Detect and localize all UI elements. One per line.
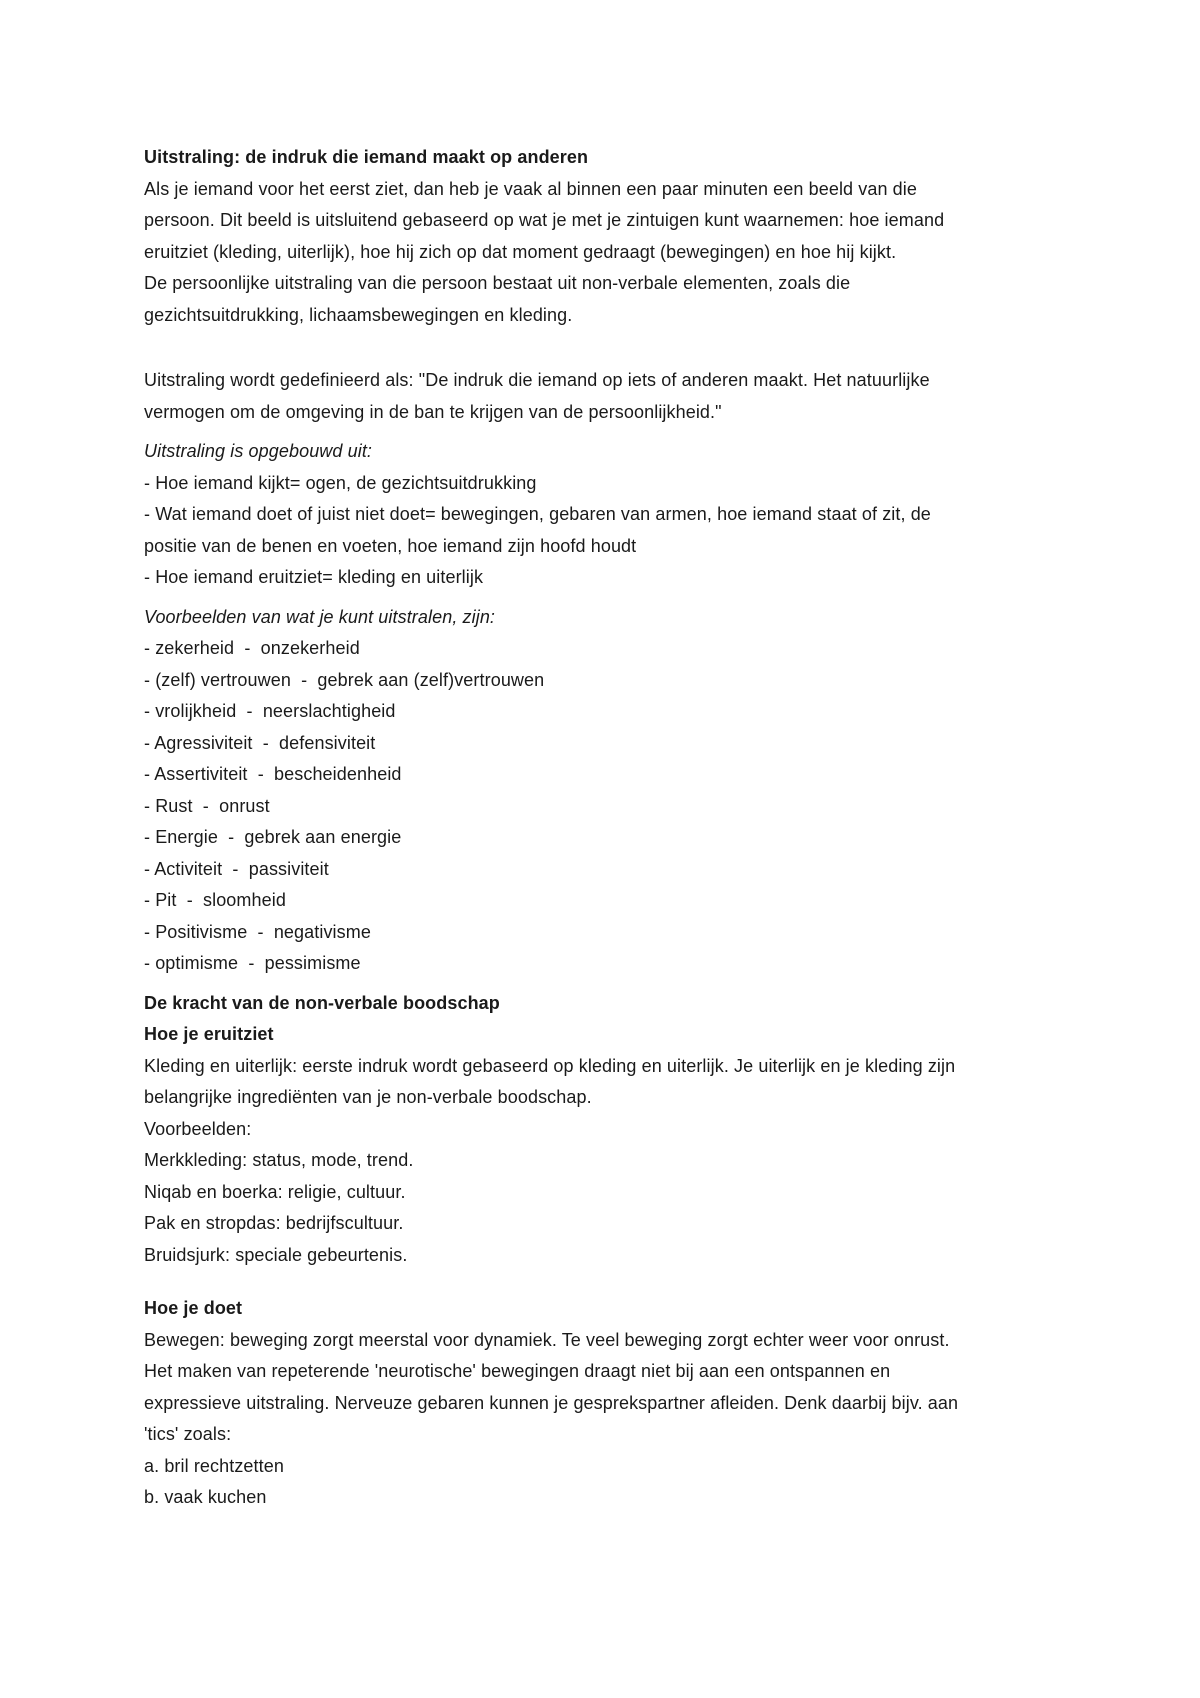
paragraph-line: De persoonlijke uitstraling van die persoon bestaat uit non-verbale elementen, zoals die (144, 273, 851, 293)
list-item: - Energie - gebrek aan energie (144, 827, 402, 847)
paragraph-line: Voorbeelden: (144, 1118, 252, 1139)
paragraph-line: a. bril rechtzetten (144, 1455, 284, 1476)
subheading-doet: Hoe je doet (144, 1298, 243, 1318)
list-item: - zekerheid - onzekerheid (144, 638, 360, 658)
list-item: - Agressiviteit - defensiviteit (144, 732, 376, 753)
spacer (144, 428, 1084, 436)
paragraph-line: Bruidsjurk: speciale gebeurtenis. (144, 1244, 408, 1265)
document-page (144, 142, 1084, 1514)
paragraph-line: Als je iemand voor het eerst ziet, dan heb je vaak al binnen een paar minuten een beeld van die (144, 178, 918, 199)
paragraph-line: persoon. Dit beeld is uitsluitend gebaseerd op wat je met je zintuigen kunt waarnemen: hoe iemand (144, 210, 945, 230)
paragraph-line: Pak en stropdas: bedrijfscultuur. (144, 1213, 404, 1233)
spacer (144, 331, 1084, 365)
list-item: - Activiteit - passiviteit (144, 858, 329, 879)
paragraph-line: eruitziet (kleding, uiterlijk), hoe hij zich op dat moment gedraagt (bewegingen) en hoe hij kijkt. (144, 241, 897, 262)
spacer (144, 594, 1084, 602)
paragraph-line: 'tics' zoals: (144, 1424, 232, 1444)
list-item: - Positivisme - negativisme (144, 921, 371, 942)
list-item: - Pit - sloomheid (144, 890, 286, 910)
paragraph-line: gezichtsuitdrukking, lichaamsbewegingen en kleding. (144, 304, 573, 325)
list-item: - (zelf) vertrouwen - gebrek aan (zelf)vertrouwen (144, 669, 545, 690)
paragraph-line: Niqab en boerka: religie, cultuur. (144, 1181, 406, 1202)
composition-line: positie van de benen en voeten, hoe iemand zijn hoofd houdt (144, 535, 637, 556)
examples-heading: Voorbeelden van wat je kunt uitstralen, zijn: (144, 606, 496, 627)
definition-line: vermogen om de omgeving in de ban te krijgen van de persoonlijkheid." (144, 401, 722, 422)
paragraph-line: belangrijke ingrediënten van je non-verbale boodschap. (144, 1087, 592, 1107)
paragraph-line: Het maken van repeterende 'neurotische' bewegingen draagt niet bij aan een ontspannen en (144, 1361, 891, 1381)
spacer (144, 1271, 1084, 1293)
composition-line: - Wat iemand doet of juist niet doet= bewegingen, gebaren van armen, hoe iemand staat of zit, de (144, 504, 931, 524)
paragraph-line: expressieve uitstraling. Nerveuze gebaren kunnen je gesprekspartner afleiden. Denk daarbij bijv. aan (144, 1392, 959, 1413)
composition-line: - Hoe iemand kijkt= ogen, de gezichtsuitdrukking (144, 472, 537, 493)
list-item: - Rust - onrust (144, 795, 270, 816)
section-heading-uitstraling: Uitstraling: de indruk die iemand maakt op anderen (144, 147, 589, 167)
subheading-eruitziet: Hoe je eruitziet (144, 1024, 274, 1044)
composition-line: - Hoe iemand eruitziet= kleding en uiterlijk (144, 567, 484, 587)
list-item: - vrolijkheid - neerslachtigheid (144, 701, 396, 721)
section-heading-nonverbal: De kracht van de non-verbale boodschap (144, 992, 500, 1013)
paragraph-line: b. vaak kuchen (144, 1487, 267, 1507)
composition-heading: Uitstraling is opgebouwd uit: (144, 441, 373, 461)
spacer (144, 980, 1084, 988)
paragraph-line: Bewegen: beweging zorgt meerstal voor dynamiek. Te veel beweging zorgt echter weer voor onrust. (144, 1329, 950, 1350)
paragraph-line: Kleding en uiterlijk: eerste indruk wordt gebaseerd op kleding en uiterlijk. Je uiterlijk en je kleding zijn (144, 1055, 956, 1076)
list-item: - Assertiviteit - bescheidenheid (144, 764, 402, 784)
definition-line: Uitstraling wordt gedefinieerd als: "De indruk die iemand op iets of anderen maakt. Het natuurlijke (144, 370, 930, 390)
paragraph-line: Merkkleding: status, mode, trend. (144, 1150, 414, 1170)
list-item: - optimisme - pessimisme (144, 953, 361, 973)
